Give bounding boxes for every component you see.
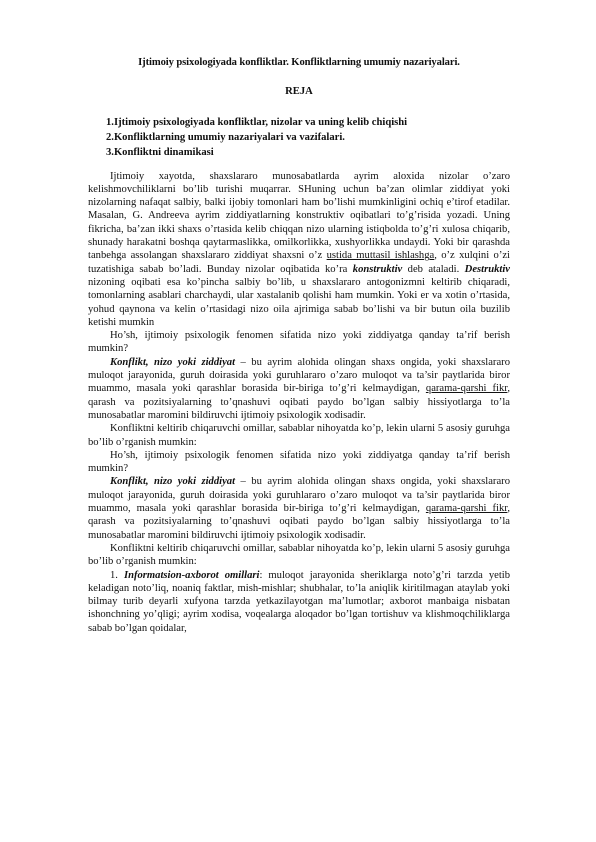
text-run: , qarash va pozitsiyalarning to’qnashuvi oqibati paydo bo’lgan salbiy hissiyotlarga to’la munosabatlar maromini bildiruvchi ijtimoiy psixologik xodisadir. bbox=[88, 503, 511, 541]
text-run: – bu ayrim alohida olingan shaxs ongida, yoki shaxslararo muloqot jarayonida, guruh doirasida yoki guruhlararo o’zaro muloqot va ta’sir paytlarida biror muammo, masala yoki qarashlar borasida bir-biriga to’g’ri kelmaydigan, bbox=[88, 476, 510, 515]
plan-item: 1.Ijtimoiy psixologiyada konfliktlar, nizolar va uning kelib chiqishi bbox=[106, 116, 408, 128]
paragraph-intro bbox=[88, 170, 510, 330]
text-run: nizoning oqibati esa ko’pincha salbiy bo’lib, u shaxslararo antogonizmni keltirib chiqaradi, tomonlarning asablari charchaydi, ular xastalanib qolishi ham mumkin. Yoki er va xotin o’rtasida, yohud qaynona va kelin o’rtasidagi nizo oila ajrimiga sabab bo’lishi va bir butun oila buzilib ketishi mumkin bbox=[88, 276, 510, 328]
paragraph-definition-repeat bbox=[88, 475, 510, 541]
underlined-phrase: ustida muttasil ishlashga bbox=[326, 250, 435, 262]
paragraph-question: Ho’sh, ijtimoiy psixologik fenomen sifatida nizo yoki ziddiyatga qanday ta’rif berish mumkin? bbox=[88, 330, 510, 355]
term-konflikt: Konflikt, nizo yoki ziddiyat bbox=[110, 356, 236, 368]
item-number: 1. bbox=[110, 569, 124, 581]
paragraph-question-repeat: Ho’sh, ijtimoiy psixologik fenomen sifatida nizo yoki ziddiyatga qanday ta’rif berish mumkin? bbox=[88, 449, 510, 475]
text-run: , o’z xulqini o’zi tuzatishiga sabab bo’ladi. Bunday nizolar oqibatida ko’ra bbox=[88, 250, 510, 275]
term-destruktiv: Destruktiv bbox=[464, 263, 510, 275]
term-informatsion: Informatsion-axborot omillari bbox=[123, 569, 260, 581]
paragraph-factors-repeat: Konfliktni keltirib chiqaruvchi omillar, sabablar nihoyatda ko’p, lekin ularni 5 asosiy guruhga bo’lib o’rganish mumkin: bbox=[88, 542, 510, 568]
paragraph-definition bbox=[88, 356, 510, 422]
term-konstruktiv: konstruktiv bbox=[352, 263, 403, 275]
underlined-phrase: qarama-qarshi fikr bbox=[425, 503, 508, 515]
text-run: : muloqot jarayonida sheriklarga noto’g’ri tarzda yetib keladigan noto’liq, noaniq faktlar, mish-mishlar; shubhalar, to’la aniqlik kiritilmagan ataylab yoki bilmay turib deyarli xufyona tarzda yetkazilayotgan ma’lumotlar; axborot manbaiga nisbatan ishonchning yo’qligi; ayrim xodisa, voqealarga aloqador bo’lgan tortishuv va klishmoqchiliklarga sabab bo’lgan qoidalar, bbox=[88, 569, 511, 634]
document-title: Ijtimoiy psixologiyada konfliktlar. Konfliktlarning umumiy nazariyalari. bbox=[138, 57, 460, 68]
plan-heading: REJA bbox=[285, 86, 313, 98]
plan-item: 3.Konfliktni dinamikasi bbox=[106, 146, 214, 158]
text-run: – bu ayrim alohida olingan shaxs ongida, yoki shaxslararo muloqot jarayonida, guruh doirasida yoki guruhlararo o’zaro muloqot va ta’sir paytlarida biror muammo, masala yoki qarashlar borasida bir-biriga to’g’ri kelmaydigan, bbox=[88, 356, 510, 395]
text-run: Ijtimoiy xayotda, shaxslararo munosabatlarda ayrim aloxida nizolar o’zaro kelishmovchiliklarni bo’lib turishi muqarrar. SHuning uchun ba’zan olimlar ziddiyat yoki nizolarning nafaqat salbiy, balki ijobiy tomonlari ham bo’lishi mumkinligini ochiq e’tirof etadilar. Masalan, G. Andreeva ayrim ziddiyatlarning konstruktiv oqibatlari to’g’risida yozadi. Uning fikricha, ba’zan ikki shaxs o’rtasida kelib chiqqan nizo ularning istiqbolda to’g’ri xulosa chiqarib, shunady harakatni boshqa qaytarmaslikka, omilkorlikka, xushyorlikka undaydi. Yoki bir qarashda tanbehga assolangan shaxslararo ziddiyat shaxsni o’z bbox=[88, 170, 510, 262]
plan-list bbox=[106, 115, 510, 160]
list-item-informatsion bbox=[88, 569, 510, 635]
text-run: , qarash va pozitsiyalarning to’qnashuvi oqibati paydo bo’lgan salbiy hissiyotlarga to’la munosabatlar maromini bildiruvchi ijtimoiy psixologik xodisadir. bbox=[88, 383, 511, 421]
term-konflikt: Konflikt, nizo yoki ziddiyat bbox=[110, 476, 236, 488]
underlined-phrase: qarama-qarshi fikr bbox=[425, 383, 508, 395]
text-run: deb ataladi. bbox=[402, 263, 465, 275]
plan-item: 2.Konfliktlarning umumiy nazariyalari va vazifalari. bbox=[106, 131, 345, 143]
paragraph-factors: Konfliktni keltirib chiqaruvchi omillar, sabablar nihoyatda ko’p, lekin ularni 5 asosiy guruhga bo’lib o’rganish mumkin: bbox=[88, 423, 510, 448]
